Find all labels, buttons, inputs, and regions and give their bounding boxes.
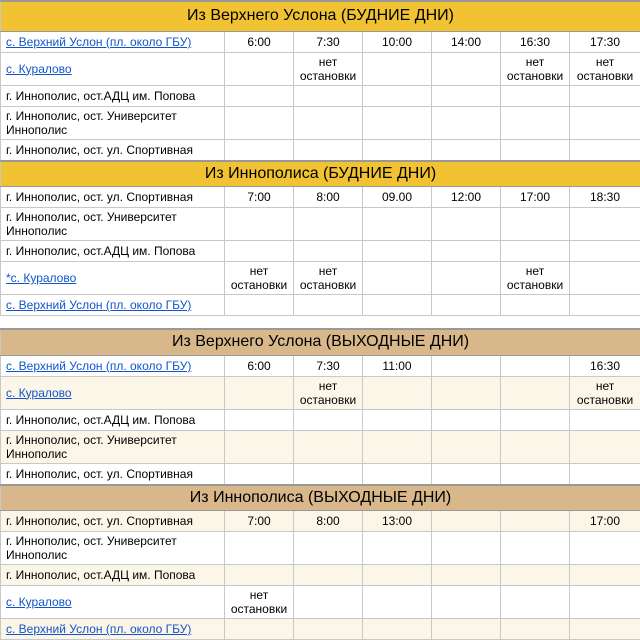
time-cell[interactable]: 7:00 (225, 511, 294, 532)
time-cell[interactable] (363, 376, 432, 409)
stop-cell[interactable] (1, 31, 225, 52)
time-cell[interactable]: нет остановки (294, 376, 363, 409)
time-cell[interactable] (501, 430, 570, 463)
time-cell[interactable] (501, 208, 570, 241)
time-cell[interactable]: нет остановки (570, 376, 640, 409)
table-row (1, 532, 640, 565)
time-cell[interactable]: нет остановки (501, 52, 570, 85)
time-cell[interactable] (501, 619, 570, 640)
table-row (1, 619, 640, 640)
time-cell[interactable] (363, 619, 432, 640)
time-cell[interactable] (363, 85, 432, 106)
table-row (1, 106, 640, 139)
stop-cell[interactable] (1, 262, 225, 295)
time-cell[interactable]: 14:00 (432, 31, 501, 52)
time-cell[interactable] (294, 586, 363, 619)
stop-cell[interactable]: г. Иннополис, ост. Университет Иннополис (1, 430, 225, 463)
time-cell[interactable]: 17:30 (570, 31, 640, 52)
time-cell[interactable] (501, 139, 570, 161)
section-title: Из Верхнего Услона (БУДНИЕ ДНИ) (1, 1, 640, 31)
time-cell[interactable] (225, 106, 294, 139)
time-cell[interactable]: 6:00 (225, 31, 294, 52)
time-cell[interactable] (432, 619, 501, 640)
time-cell[interactable] (363, 241, 432, 262)
time-cell[interactable] (225, 532, 294, 565)
section-header (1, 485, 640, 511)
time-cell[interactable] (501, 565, 570, 586)
spacer-row (1, 316, 640, 330)
time-cell[interactable] (294, 619, 363, 640)
time-cell[interactable] (294, 208, 363, 241)
time-cell[interactable] (225, 208, 294, 241)
time-cell[interactable] (570, 463, 640, 485)
stop-cell[interactable]: г. Иннополис, ост.АДЦ им. Попова (1, 241, 225, 262)
time-cell[interactable] (294, 463, 363, 485)
time-cell[interactable] (294, 106, 363, 139)
stop-cell[interactable]: г. Иннополис, ост.АДЦ им. Попова (1, 565, 225, 586)
stop-link[interactable]: с. Верхний Услон (пл. около ГБУ) (6, 359, 191, 373)
time-cell[interactable] (570, 430, 640, 463)
stop-cell[interactable] (1, 52, 225, 85)
time-cell[interactable] (501, 532, 570, 565)
table-row (1, 208, 640, 241)
time-cell[interactable] (501, 511, 570, 532)
time-cell[interactable] (294, 409, 363, 430)
time-cell[interactable]: 18:30 (570, 187, 640, 208)
time-cell[interactable] (225, 85, 294, 106)
stop-cell[interactable] (1, 295, 225, 316)
time-cell[interactable] (570, 241, 640, 262)
stop-cell[interactable] (1, 619, 225, 640)
time-cell[interactable] (570, 586, 640, 619)
stop-cell[interactable]: г. Иннополис, ост. ул. Спортивная (1, 187, 225, 208)
table-row (1, 586, 640, 619)
time-cell[interactable]: 7:30 (294, 31, 363, 52)
stop-link[interactable]: с. Верхний Услон (пл. около ГБУ) (6, 622, 191, 636)
time-cell[interactable] (570, 106, 640, 139)
time-cell[interactable]: нет остановки (294, 262, 363, 295)
time-cell[interactable] (363, 463, 432, 485)
table-row (1, 565, 640, 586)
time-cell[interactable] (432, 262, 501, 295)
time-cell[interactable] (570, 295, 640, 316)
time-cell[interactable] (501, 85, 570, 106)
time-cell[interactable] (432, 355, 501, 376)
section-header (1, 329, 640, 355)
stop-cell[interactable]: г. Иннополис, ост. ул. Спортивная (1, 463, 225, 485)
stop-link[interactable]: с. Куралово (6, 386, 72, 400)
time-cell[interactable] (432, 463, 501, 485)
time-cell[interactable] (225, 376, 294, 409)
table-row (1, 31, 640, 52)
time-cell[interactable] (363, 586, 432, 619)
time-cell[interactable] (432, 208, 501, 241)
time-cell[interactable] (570, 409, 640, 430)
time-cell[interactable] (570, 532, 640, 565)
time-cell[interactable] (501, 376, 570, 409)
stop-cell[interactable]: г. Иннополис, ост.АДЦ им. Попова (1, 409, 225, 430)
time-cell[interactable] (432, 52, 501, 85)
time-cell[interactable] (570, 139, 640, 161)
time-cell[interactable]: 17:00 (501, 187, 570, 208)
table-row (1, 241, 640, 262)
time-cell[interactable] (432, 532, 501, 565)
stop-link[interactable]: с. Верхний Услон (пл. около ГБУ) (6, 35, 191, 49)
table-row (1, 430, 640, 463)
table-row (1, 85, 640, 106)
time-cell[interactable] (501, 241, 570, 262)
time-cell[interactable] (225, 463, 294, 485)
time-cell[interactable] (363, 262, 432, 295)
section-header (1, 1, 640, 31)
time-cell[interactable]: 09.00 (363, 187, 432, 208)
time-cell[interactable]: 10:00 (363, 31, 432, 52)
time-cell[interactable] (570, 208, 640, 241)
time-cell[interactable] (225, 295, 294, 316)
time-cell[interactable]: 8:00 (294, 511, 363, 532)
time-cell[interactable] (501, 463, 570, 485)
time-cell[interactable] (294, 139, 363, 161)
time-cell[interactable] (225, 619, 294, 640)
time-cell[interactable] (363, 430, 432, 463)
time-cell[interactable] (363, 409, 432, 430)
time-cell[interactable] (294, 295, 363, 316)
time-cell[interactable]: 11:00 (363, 355, 432, 376)
section-title: Из Иннополиса (БУДНИЕ ДНИ) (1, 161, 640, 187)
time-cell[interactable] (432, 85, 501, 106)
time-cell[interactable] (432, 295, 501, 316)
time-cell[interactable] (570, 619, 640, 640)
time-cell[interactable] (432, 106, 501, 139)
time-cell[interactable] (294, 565, 363, 586)
time-cell[interactable] (225, 409, 294, 430)
time-cell[interactable] (363, 106, 432, 139)
time-cell[interactable] (225, 241, 294, 262)
time-cell[interactable] (294, 85, 363, 106)
section-title: Из Верхнего Услона (ВЫХОДНЫЕ ДНИ) (1, 329, 640, 355)
time-cell[interactable] (432, 409, 501, 430)
stop-cell[interactable]: г. Иннополис, ост. ул. Спортивная (1, 139, 225, 161)
time-cell[interactable] (363, 532, 432, 565)
time-cell[interactable] (432, 376, 501, 409)
time-cell[interactable]: нет остановки (570, 52, 640, 85)
time-cell[interactable] (294, 532, 363, 565)
time-cell[interactable]: 7:30 (294, 355, 363, 376)
time-cell[interactable]: 13:00 (363, 511, 432, 532)
stop-cell[interactable]: г. Иннополис, ост.АДЦ им. Попова (1, 85, 225, 106)
table-row (1, 355, 640, 376)
time-cell[interactable] (363, 208, 432, 241)
stop-cell[interactable] (1, 586, 225, 619)
time-cell[interactable] (501, 586, 570, 619)
time-cell[interactable] (294, 430, 363, 463)
time-cell[interactable] (432, 565, 501, 586)
time-cell[interactable]: нет остановки (225, 262, 294, 295)
time-cell[interactable]: 6:00 (225, 355, 294, 376)
table-row (1, 262, 640, 295)
table-row (1, 139, 640, 161)
table-row (1, 511, 640, 532)
time-cell[interactable] (225, 430, 294, 463)
stop-cell[interactable]: г. Иннополис, ост. ул. Спортивная (1, 511, 225, 532)
table-row (1, 463, 640, 485)
time-cell[interactable]: 8:00 (294, 187, 363, 208)
table-row (1, 187, 640, 208)
table-row (1, 376, 640, 409)
table-row (1, 295, 640, 316)
section-title: Из Иннополиса (ВЫХОДНЫЕ ДНИ) (1, 485, 640, 511)
time-cell[interactable]: 7:00 (225, 187, 294, 208)
time-cell[interactable] (363, 565, 432, 586)
time-cell[interactable]: 12:00 (432, 187, 501, 208)
table-row (1, 52, 640, 85)
time-cell[interactable] (432, 139, 501, 161)
stop-cell[interactable] (1, 376, 225, 409)
stop-cell[interactable]: г. Иннополис, ост. Университет Иннополис (1, 106, 225, 139)
time-cell[interactable] (432, 430, 501, 463)
time-cell[interactable]: нет остановки (294, 52, 363, 85)
time-cell[interactable] (225, 565, 294, 586)
time-cell[interactable] (501, 106, 570, 139)
time-cell[interactable] (432, 586, 501, 619)
time-cell[interactable] (432, 241, 501, 262)
stop-link[interactable]: с. Куралово (6, 595, 72, 609)
stop-link[interactable]: *с. Куралово (6, 271, 76, 285)
time-cell[interactable]: 17:00 (570, 511, 640, 532)
spacer-cell (1, 316, 640, 330)
time-cell[interactable]: нет остановки (501, 262, 570, 295)
time-cell[interactable] (570, 262, 640, 295)
time-cell[interactable]: 16:30 (570, 355, 640, 376)
time-cell[interactable] (570, 85, 640, 106)
stop-link[interactable]: с. Куралово (6, 62, 72, 76)
time-cell[interactable] (225, 52, 294, 85)
time-cell[interactable] (363, 52, 432, 85)
stop-cell[interactable] (1, 355, 225, 376)
stop-cell[interactable]: г. Иннополис, ост. Университет Иннополис (1, 208, 225, 241)
time-cell[interactable] (363, 295, 432, 316)
schedule-body (1, 1, 640, 640)
time-cell[interactable] (570, 565, 640, 586)
time-cell[interactable] (501, 355, 570, 376)
time-cell[interactable] (501, 409, 570, 430)
time-cell[interactable] (501, 295, 570, 316)
section-header (1, 161, 640, 187)
stop-cell[interactable]: г. Иннополис, ост. Университет Иннополис (1, 532, 225, 565)
table-row (1, 409, 640, 430)
time-cell[interactable] (294, 241, 363, 262)
stop-link[interactable]: с. Верхний Услон (пл. около ГБУ) (6, 298, 191, 312)
time-cell[interactable]: нет остановки (225, 586, 294, 619)
time-cell[interactable]: 16:30 (501, 31, 570, 52)
time-cell[interactable] (225, 139, 294, 161)
time-cell[interactable] (432, 511, 501, 532)
time-cell[interactable] (363, 139, 432, 161)
